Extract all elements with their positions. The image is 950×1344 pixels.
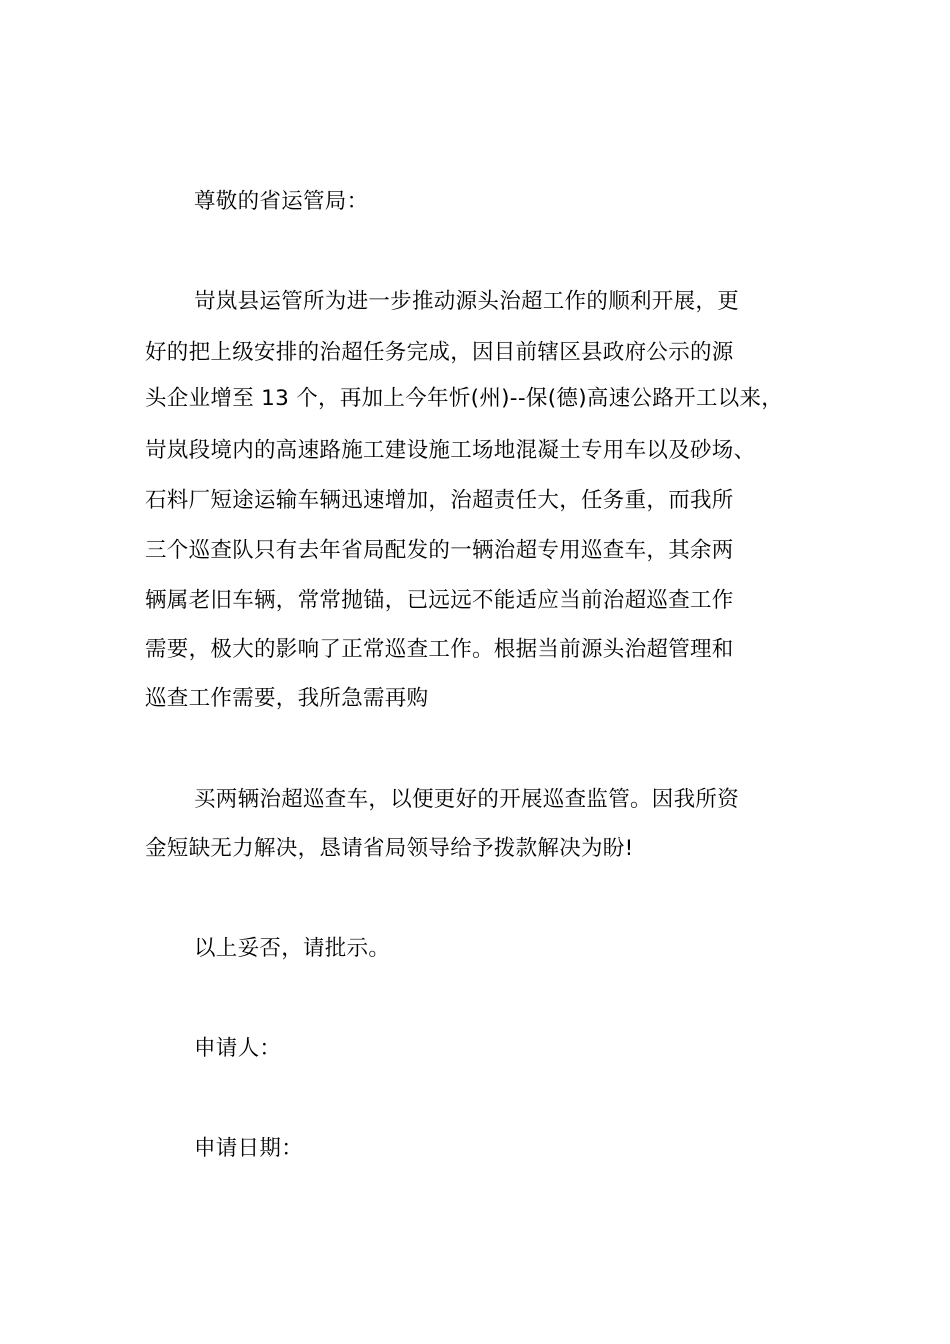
salutation: 尊敬的省运管局： (194, 189, 369, 214)
paragraph-1-line: 辆属老旧车辆，常常抛锚，已远远不能适应当前治超巡查工作 (145, 588, 734, 613)
date-label: 申请日期： (194, 1136, 304, 1161)
paragraph-1-line: 好的把上级安排的治超任务完成，因目前辖区县政府公示的源 (145, 340, 734, 365)
paragraph-1-line: 头企业增至 13 个，再加上今年忻(州)--保(德)高速公路开工以来， (145, 386, 784, 411)
paragraph-1-line: 岢岚段境内的高速路施工建设施工场地混凝土专用车以及砂场、 (145, 438, 756, 463)
paragraph-1-line: 石料厂短途运输车辆迅速增加，治超责任大，任务重，而我所 (145, 488, 734, 513)
paragraph-2-line: 买两辆治超巡查车，以便更好的开展巡查监管。因我所资 (194, 787, 740, 812)
paragraph-1-line: 巡查工作需要，我所急需再购 (145, 686, 429, 711)
paragraph-2-line: 金短缺无力解决，恳请省局领导给予拨款解决为盼! (145, 836, 634, 861)
paragraph-1-line: 三个巡查队只有去年省局配发的一辆治超专用巡查车，其余两 (145, 538, 734, 563)
paragraph-1-line: 需要，极大的影响了正常巡查工作。根据当前源头治超管理和 (145, 637, 734, 662)
paragraph-1-line: 岢岚县运管所为进一步推动源头治超工作的顺利开展，更 (194, 289, 740, 314)
applicant-label: 申请人： (194, 1036, 282, 1061)
closing-line: 以上妥否，请批示。 (194, 936, 391, 961)
